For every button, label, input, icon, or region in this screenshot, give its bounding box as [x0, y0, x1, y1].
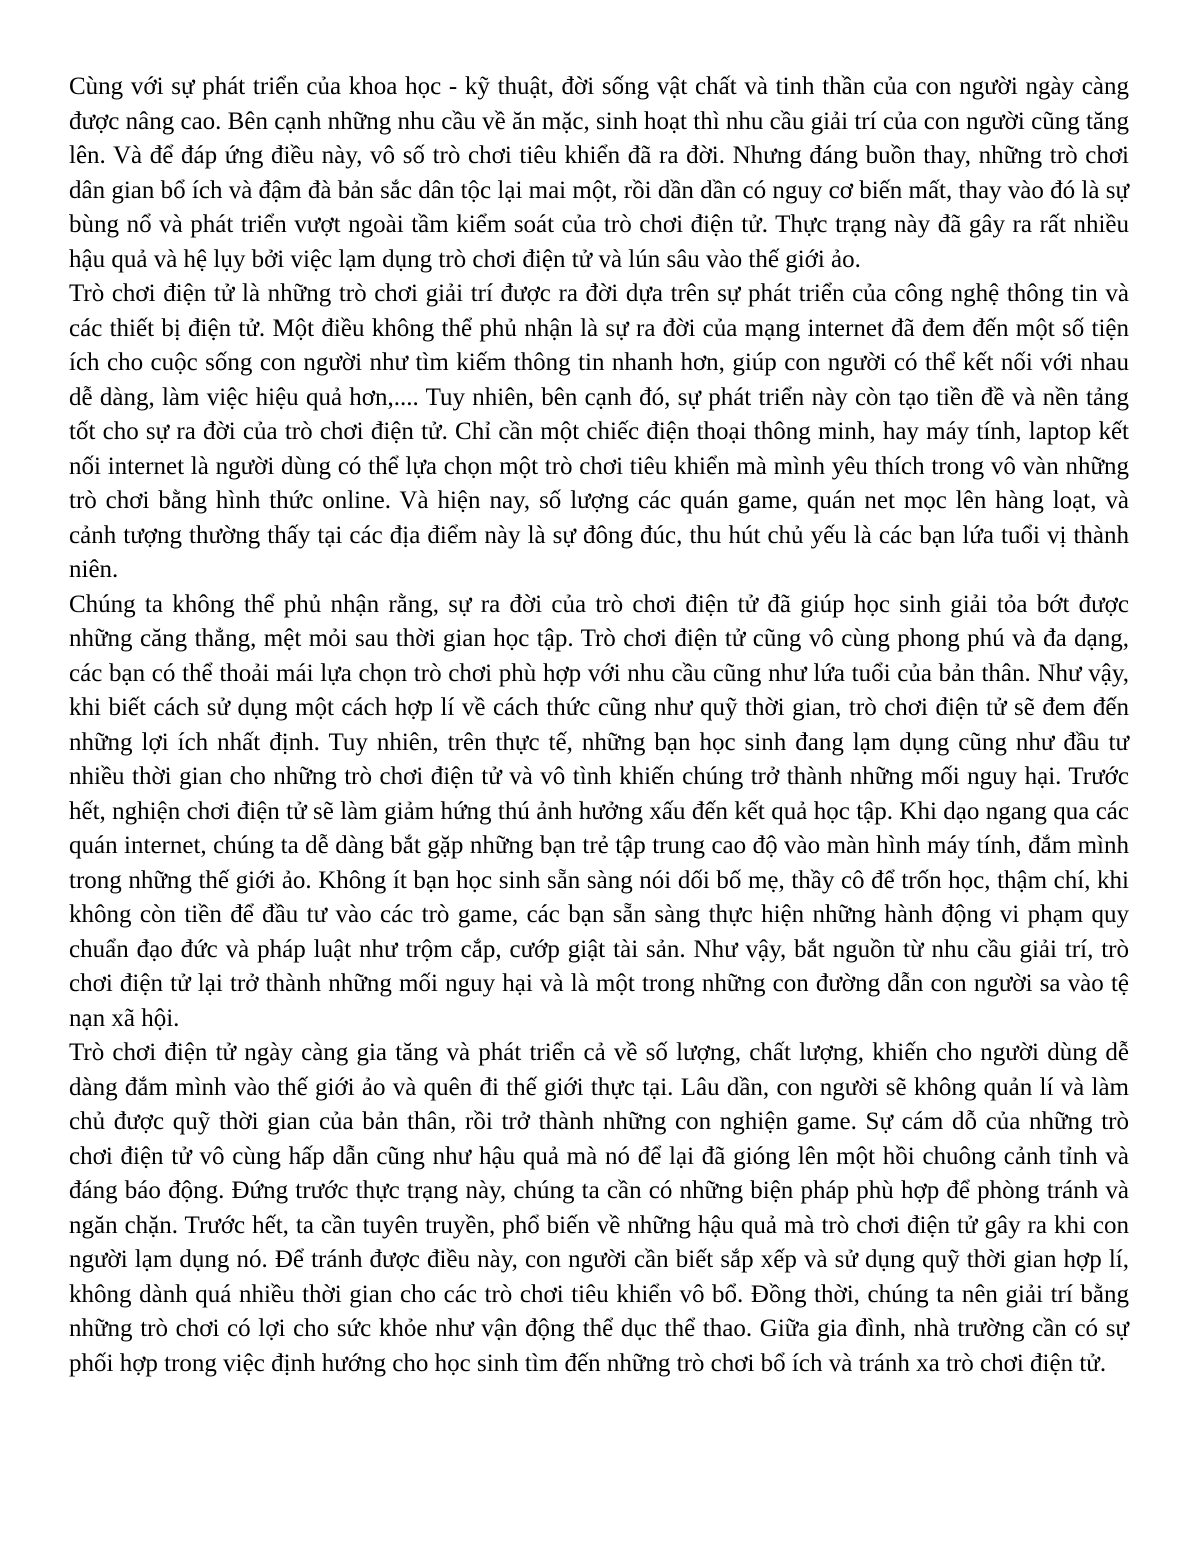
paragraph-effects: Chúng ta không thể phủ nhận rằng, sự ra đời của trò chơi điện tử đã giúp học sinh giải tỏa bớt được những căng thẳng, mệt mỏi sau thời gian học tập. Trò chơi điện tử cũng vô cùng phong phú và đa dạng, các bạn có thể thoải mái lựa chọn trò chơi phù hợp với nhu cầu cũng như lứa tuổi của bản thân. Như vậy, khi biết cách sử dụng một cách hợp lí về cách thức cũng như quỹ thời gian, trò chơi điện tử sẽ đem đến những lợi ích nhất định. Tuy nhiên, trên thực tế, những bạn học sinh đang lạm dụng cũng như đầu tư nhiều thời gian cho những trò chơi điện tử và vô tình khiến chúng trở thành những mối nguy hại. Trước hết, nghiện chơi điện tử sẽ làm giảm hứng thú ảnh hưởng xấu đến kết quả học tập. Khi dạo ngang qua các quán internet, chúng ta dễ dàng bắt gặp những bạn trẻ tập trung cao độ vào màn hình máy tính, đắm mình trong những thế giới ảo. Không ít bạn học sinh sẵn sàng nói dối bố mẹ, thầy cô để trốn học, thậm chí, khi không còn tiền để đầu tư vào các trò game, các bạn sẵn sàng thực hiện những hành động vi phạm quy chuẩn đạo đức và pháp luật như trộm cắp, cướp giật tài sản. Như vậy, bắt nguồn từ nhu cầu giải trí, trò chơi điện tử lại trở thành những mối nguy hại và là một trong những con đường dẫn con người sa vào tệ nạn xã hội. [69, 590, 1129, 1032]
paragraph-intro: Cùng với sự phát triển của khoa học - kỹ thuật, đời sống vật chất và tinh thần của con người ngày càng được nâng cao. Bên cạnh những nhu cầu về ăn mặc, sinh hoạt thì nhu cầu giải trí của con người cũng tăng lên. Và để đáp ứng điều này, vô số trò chơi tiêu khiển đã ra đời. Nhưng đáng buồn thay, những trò chơi dân gian bổ ích và đậm đà bản sắc dân tộc lại mai một, rồi dần dần có nguy cơ biến mất, thay vào đó là sự bùng nổ và phát triển vượt ngoài tầm kiểm soát của trò chơi điện tử. Thực trạng này đã gây ra rất nhiều hậu quả và hệ lụy bởi việc lạm dụng trò chơi điện tử và lún sâu vào thế giới ảo. [69, 73, 1129, 273]
paragraph-definition: Trò chơi điện tử là những trò chơi giải trí được ra đời dựa trên sự phát triển của công nghệ thông tin và các thiết bị điện tử. Một điều không thể phủ nhận là sự ra đời của mạng internet đã đem đến một số tiện ích cho cuộc sống con người như tìm kiếm thông tin nhanh hơn, giúp con người có thể kết nối với nhau dễ dàng, làm việc hiệu quả hơn,.... Tuy nhiên, bên cạnh đó, sự phát triển này còn tạo tiền đề và nền tảng tốt cho sự ra đời của trò chơi điện tử. Chỉ cần một chiếc điện thoại thông minh, hay máy tính, laptop kết nối internet là người dùng có thể lựa chọn một trò chơi tiêu khiển mà mình yêu thích trong vô vàn những trò chơi bằng hình thức online. Và hiện nay, số lượng các quán game, quán net mọc lên hàng loạt, và cảnh tượng thường thấy tại các địa điểm này là sự đông đúc, thu hút chủ yếu là các bạn lứa tuổi vị thành niên. [69, 280, 1129, 583]
document-page [69, 70, 1129, 1381]
paragraph-solutions: Trò chơi điện tử ngày càng gia tăng và phát triển cả về số lượng, chất lượng, khiến cho người dùng dễ dàng đắm mình vào thế giới ảo và quên đi thế giới thực tại. Lâu dần, con người sẽ không quản lí và làm chủ được quỹ thời gian của bản thân, rồi trở thành những con nghiện game. Sự cám dỗ của những trò chơi điện tử vô cùng hấp dẫn cũng như hậu quả mà nó để lại đã gióng lên một hồi chuông cảnh tỉnh và đáng báo động. Đứng trước thực trạng này, chúng ta cần có những biện pháp phù hợp để phòng tránh và ngăn chặn. Trước hết, ta cần tuyên truyền, phổ biến về những hậu quả mà trò chơi điện tử gây ra khi con người lạm dụng nó. Để tránh được điều này, con người cần biết sắp xếp và sử dụng quỹ thời gian hợp lí, không dành quá nhiều thời gian cho các trò chơi tiêu khiển vô bổ. Đồng thời, chúng ta nên giải trí bằng những trò chơi có lợi cho sức khỏe như vận động thể dục thể thao. Giữa gia đình, nhà trường cần có sự phối hợp trong việc định hướng cho học sinh tìm đến những trò chơi bổ ích và tránh xa trò chơi điện tử. [69, 1039, 1129, 1377]
